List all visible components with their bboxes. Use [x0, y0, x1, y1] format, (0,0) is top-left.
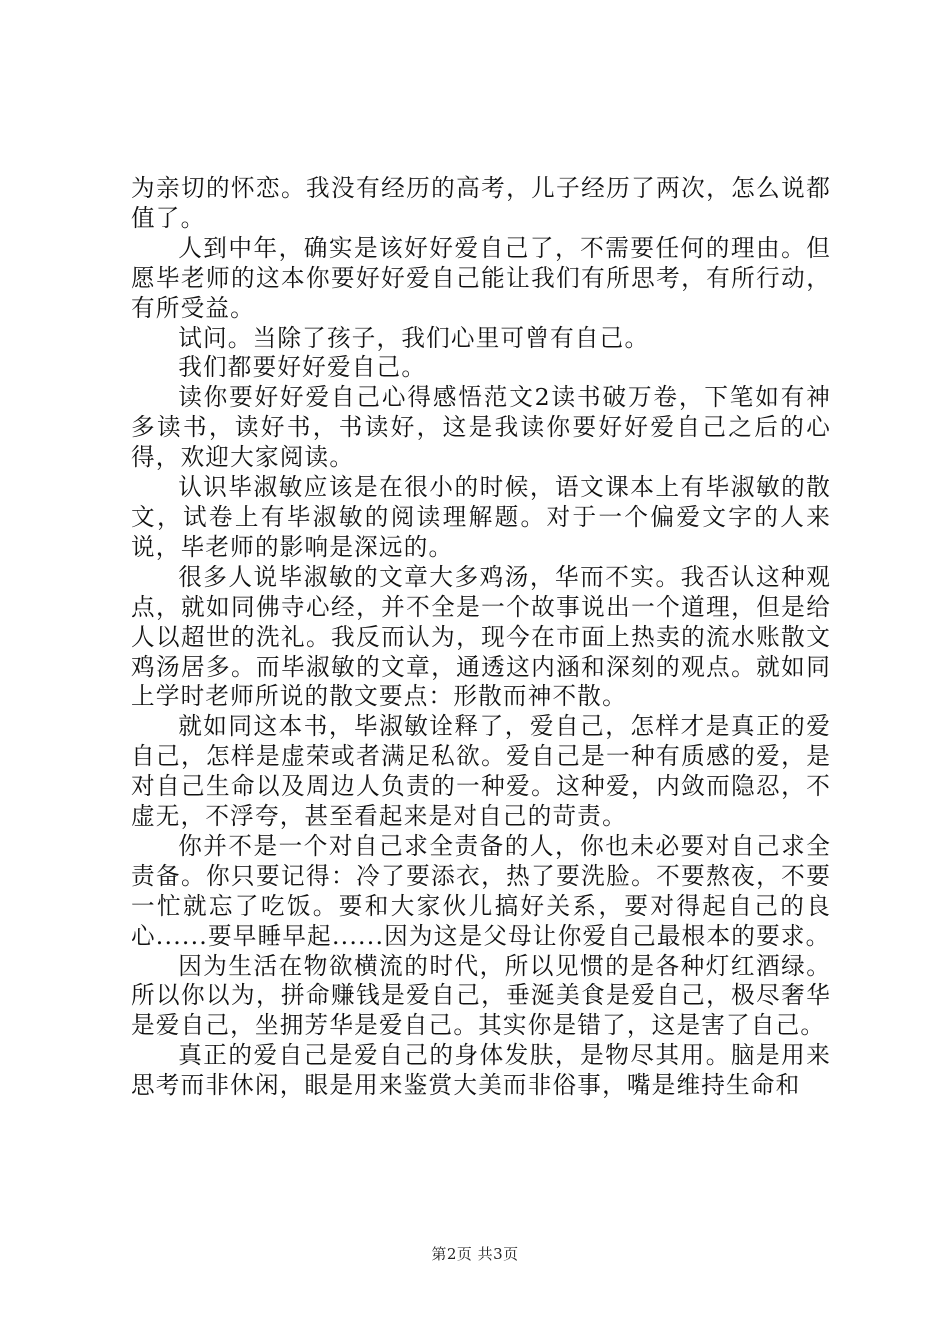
paragraph: 读你要好好爱自己心得感悟范文2读书破万卷，下笔如有神多读书，读好书，书读好，这是我读你要好好爱自己之后的心得，欢迎大家阅读。	[131, 383, 831, 472]
document-body	[131, 174, 831, 1101]
paragraph: 真正的爱自己是爱自己的身体发肤，是物尽其用。脑是用来思考而非休闲，眼是用来鉴赏大美而非俗事，嘴是维持生命和	[131, 1041, 831, 1100]
paragraph: 你并不是一个对自己求全责备的人，你也未必要对自己求全责备。你只要记得：冷了要添衣，热了要洗脸。不要熬夜，不要一忙就忘了吃饭。要和大家伙儿搞好关系，要对得起自己的良心......要早睡早起......因为这是父母让你爱自己最根本的要求。	[131, 831, 831, 950]
paragraph: 我们都要好好爱自己。	[178, 353, 427, 382]
paragraph: 人到中年，确实是该好好爱自己了，不需要任何的理由。但愿毕老师的这本你要好好爱自己能让我们有所思考，有所行动，有所受益。	[131, 233, 831, 322]
page-footer	[0, 1243, 950, 1264]
paragraph: 试问。当除了孩子，我们心里可曾有自己。	[178, 323, 650, 352]
page-number-label: 第2页 共3页	[431, 1245, 519, 1263]
paragraph: 因为生活在物欲横流的时代，所以见惯的是各种灯红酒绿。所以你以为，拼命赚钱是爱自己，垂涎美食是爱自己，极尽奢华是爱自己，坐拥芳华是爱自己。其实你是错了，这是害了自己。	[131, 951, 831, 1040]
paragraph: 很多人说毕淑敏的文章大多鸡汤，华而不实。我否认这种观点，就如同佛寺心经，并不全是一个故事说出一个道理，但是给人以超世的洗礼。我反而认为，现今在市面上热卖的流水账散文鸡汤居多。而毕淑敏的文章，通透这内涵和深刻的观点。就如同上学时老师所说的散文要点：形散而神不散。	[131, 562, 831, 711]
paragraph: 就如同这本书，毕淑敏诠释了，爱自己，怎样才是真正的爱自己，怎样是虚荣或者满足私欲。爱自己是一种有质感的爱，是对自己生命以及周边人负责的一种爱。这种爱，内敛而隐忍，不虚无，不浮夸，甚至看起来是对自己的苛责。	[131, 712, 831, 831]
paragraph: 为亲切的怀恋。我没有经历的高考，儿子经历了两次，怎么说都值了。	[131, 174, 831, 232]
paragraph: 认识毕淑敏应该是在很小的时候，语文课本上有毕淑敏的散文，试卷上有毕淑敏的阅读理解题。对于一个偏爱文字的人来说，毕老师的影响是深远的。	[131, 473, 831, 561]
